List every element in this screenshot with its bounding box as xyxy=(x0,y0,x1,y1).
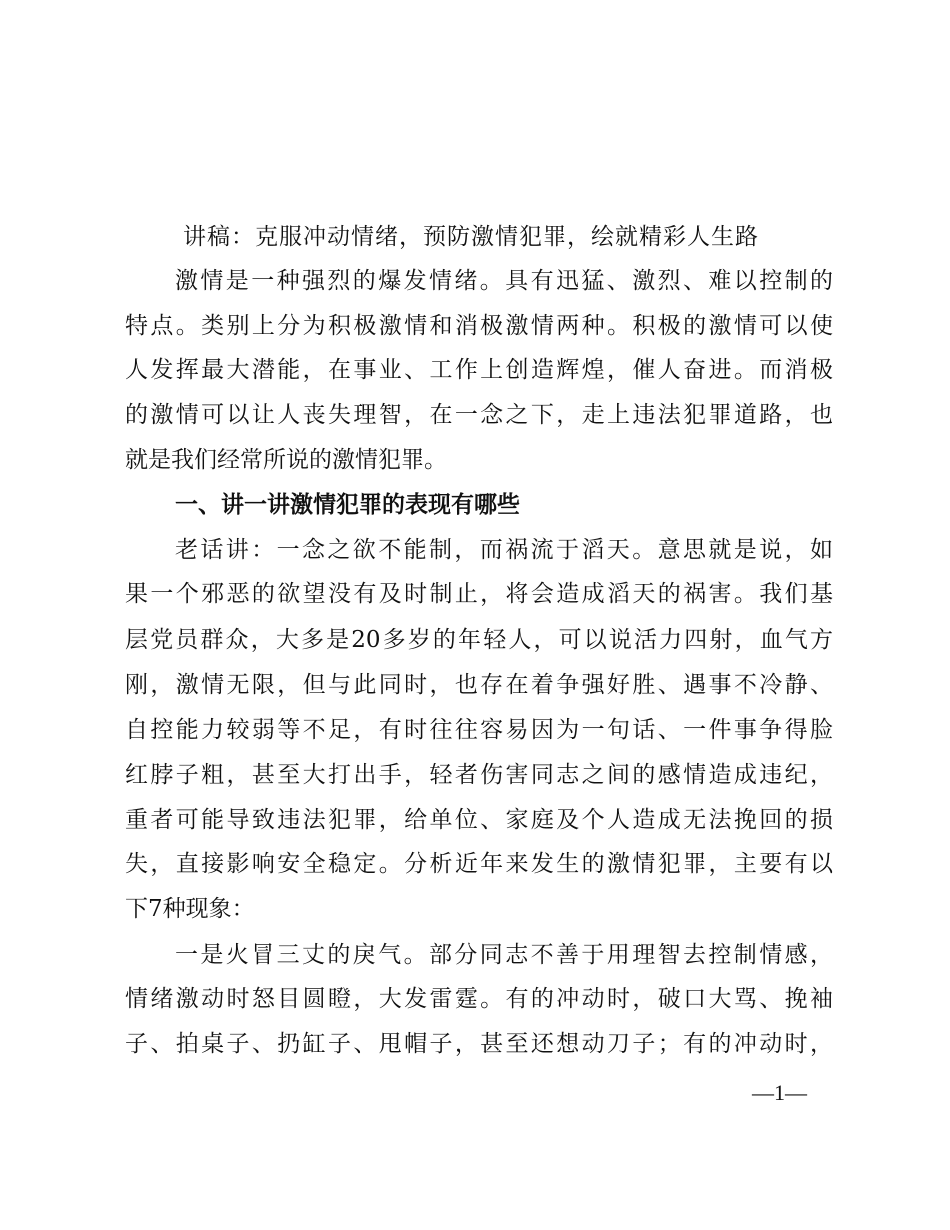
page-number: —1— xyxy=(752,1080,807,1105)
paragraph-line: 子、拍桌子、扔缸子、甩帽子，甚至还想动刀子；有的冲动时， xyxy=(125,1031,833,1057)
document-title: 讲稿：克服冲动情绪，预防激情犯罪，绘就精彩人生路 xyxy=(183,224,759,250)
paragraph-line: 特点。类别上分为积极激情和消极激情两种。积极的激情可以使 xyxy=(125,313,833,339)
paragraph-line: 重者可能导致违法犯罪，给单位、家庭及个人造成无法挽回的损 xyxy=(125,807,833,833)
paragraph-line: 就是我们经常所说的激情犯罪。 xyxy=(125,447,447,473)
paragraph-line: 刚，激情无限，但与此同时，也存在着争强好胜、遇事不冷静、 xyxy=(125,672,833,698)
paragraph-line: 层党员群众，大多是20多岁的年轻人，可以说活力四射，血气方 xyxy=(125,627,833,653)
paragraph-line: 老话讲：一念之欲不能制，而祸流于滔天。意思就是说，如 xyxy=(175,537,833,563)
paragraph-line: 红脖子粗，甚至大打出手，轻者伤害同志之间的感情造成违纪， xyxy=(125,762,833,788)
paragraph-line: 下7种现象： xyxy=(125,896,255,922)
paragraph-line: 自控能力较弱等不足，有时往往容易因为一句话、一件事争得脸 xyxy=(125,717,833,743)
paragraph-line: 情绪激动时怒目圆瞪，大发雷霆。有的冲动时，破口大骂、挽袖 xyxy=(125,986,833,1012)
paragraph-line: 激情是一种强烈的爆发情绪。具有迅猛、激烈、难以控制的 xyxy=(175,268,833,294)
paragraph-line: 果一个邪恶的欲望没有及时制止，将会造成滔天的祸害。我们基 xyxy=(125,581,833,607)
paragraph-line: 人发挥最大潜能，在事业、工作上创造辉煌，催人奋进。而消极 xyxy=(125,357,833,383)
section-heading: 一、讲一讲激情犯罪的表现有哪些 xyxy=(175,492,520,518)
paragraph-line: 失，直接影响安全稳定。分析近年来发生的激情犯罪，主要有以 xyxy=(125,851,833,877)
paragraph-line: 的激情可以让人丧失理智，在一念之下，走上违法犯罪道路，也 xyxy=(125,402,833,428)
paragraph-line: 一是火冒三丈的戾气。部分同志不善于用理智去控制情感， xyxy=(175,942,833,968)
